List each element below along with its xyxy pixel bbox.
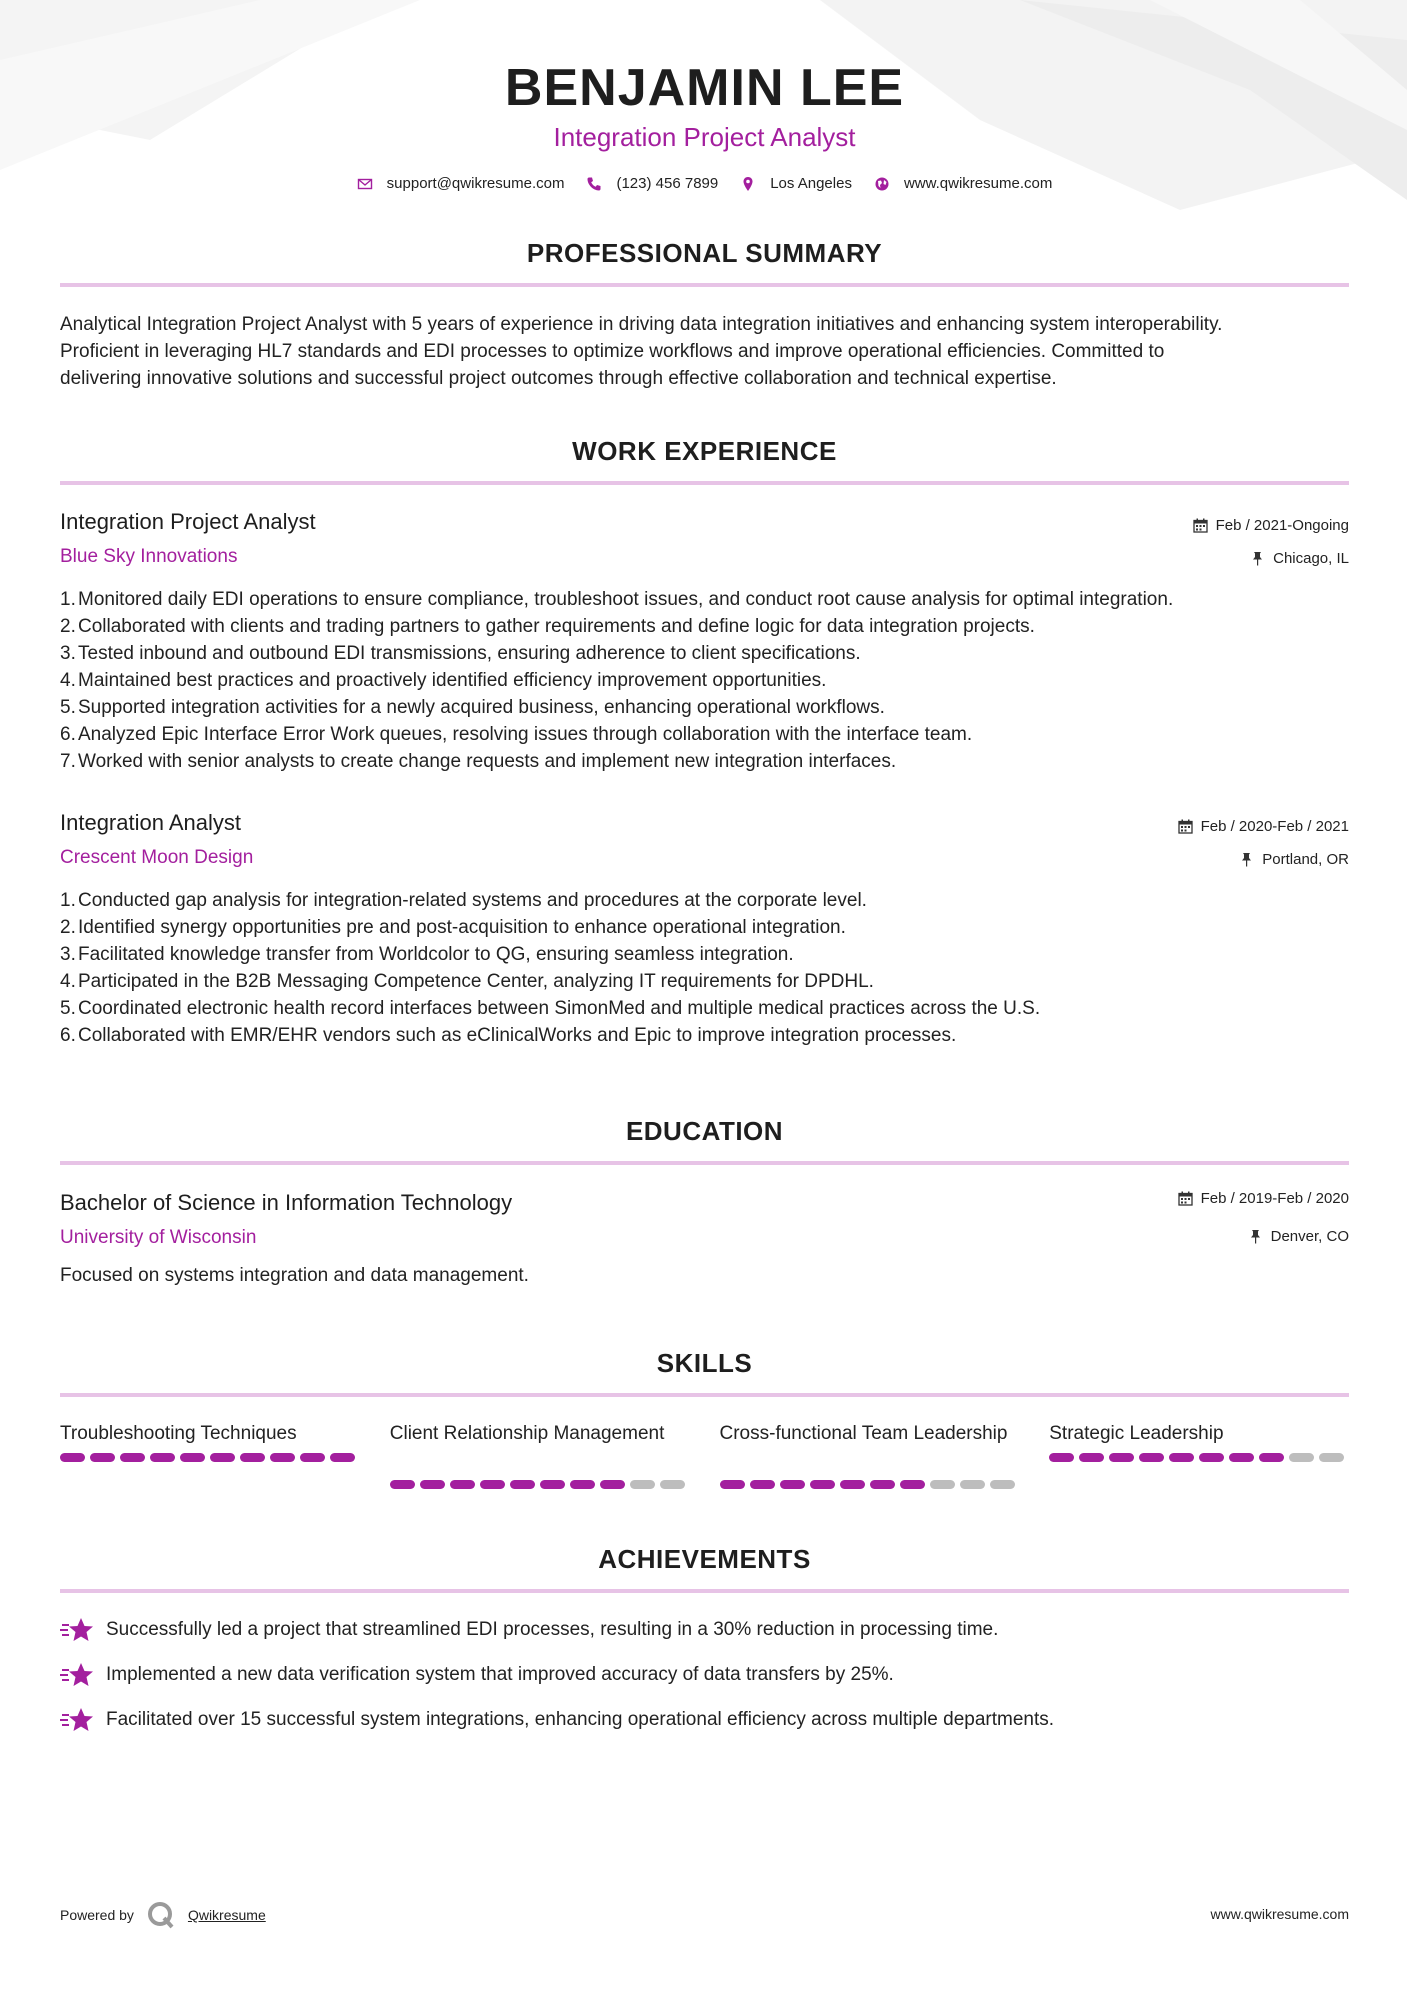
list-item: 7. Worked with senior analysts to create change requests and implement new integration interfaces. (60, 751, 897, 772)
job-title: Integration Project Analyst (60, 509, 316, 534)
achievement-text: Facilitated over 15 successful system integrations, enhancing operational efficiency across multiple departments. (106, 1709, 1055, 1730)
job-duties (60, 887, 1349, 1049)
qwikresume-logo-icon (146, 1900, 176, 1930)
education-dates-text: Feb / 2019-Feb / 2020 (1200, 1190, 1349, 1207)
list-item: 2. Collaborated with clients and trading partners to gather requirements and define logic for data integration projects. (60, 616, 1035, 637)
education-note: Focused on systems integration and data management. (60, 1265, 529, 1286)
achievements-divider (60, 1589, 1349, 1593)
skill-level-segment (240, 1453, 265, 1462)
skill-name: Troubleshooting Techniques (60, 1423, 297, 1444)
skill-level-segment (570, 1480, 595, 1489)
skill-level-segment (1109, 1453, 1134, 1462)
skill-level-segment (450, 1480, 475, 1489)
skill-level-segment (90, 1453, 115, 1462)
job-location-text: Portland, OR (1262, 851, 1349, 868)
job-title: Integration Analyst (60, 810, 242, 835)
skill-level-segment (1079, 1453, 1104, 1462)
job-location (1250, 550, 1349, 567)
location-text: Los Angeles (770, 175, 852, 192)
list-item: 1. Conducted gap analysis for integration-related systems and procedures at the corporate level. (60, 890, 867, 911)
skill-name: Cross-functional Team Leadership (719, 1423, 1008, 1444)
summary-line: Analytical Integration Project Analyst with 5 years of experience in driving data integration initiatives and enhancing system interoperability. (60, 314, 1223, 335)
achievement-item (60, 1616, 1349, 1644)
skill-item (720, 1420, 1020, 1489)
list-item: 4. Maintained best practices and proactively identified efficiency improvement opportunities. (60, 670, 827, 691)
skill-level-segment (840, 1480, 865, 1489)
skill-level-segment (900, 1480, 925, 1489)
job-location (1239, 851, 1349, 868)
skill-level-segment (270, 1453, 295, 1462)
footer-website[interactable]: www.qwikresume.com (1210, 1906, 1349, 1922)
skill-level-segment (210, 1453, 235, 1462)
skill-level-segment (930, 1480, 955, 1489)
map-pin-icon (740, 176, 756, 192)
experience-divider (60, 481, 1349, 485)
summary-divider (60, 283, 1349, 287)
skill-item (1049, 1420, 1349, 1489)
pushpin-icon (1250, 551, 1265, 566)
summary-line: delivering innovative solutions and successful project outcomes through effective collaboration and technical expertise. (60, 368, 1057, 389)
achievement-text: Successfully led a project that streamlined EDI processes, resulting in a 30% reduction in processing time. (106, 1619, 999, 1640)
skill-level-segment (330, 1453, 355, 1462)
footer-branding (60, 1900, 266, 1930)
list-item: 3. Facilitated knowledge transfer from Worldcolor to QG, ensuring seamless integration. (60, 944, 794, 965)
calendar-icon (1178, 819, 1193, 834)
skill-level-segment (180, 1453, 205, 1462)
pushpin-icon (1248, 1229, 1263, 1244)
list-item: 4. Participated in the B2B Messaging Competence Center, analyzing IT requirements for DPDHL. (60, 971, 874, 992)
skills-divider (60, 1393, 1349, 1397)
skill-level-segment (1259, 1453, 1284, 1462)
contact-website[interactable] (874, 175, 1052, 192)
skill-item (390, 1420, 690, 1489)
skill-level-segment (960, 1480, 985, 1489)
star-icon (60, 1706, 94, 1734)
skill-level-segment (630, 1480, 655, 1489)
skill-level-segment (1049, 1453, 1074, 1462)
skill-name: Strategic Leadership (1049, 1423, 1224, 1444)
achievements-heading: ACHIEVEMENTS (598, 1544, 811, 1574)
summary-line: Proficient in leveraging HL7 standards and EDI processes to optimize workflows and improve operational efficiencies. Committed to (60, 341, 1165, 362)
skill-level-segment (510, 1480, 535, 1489)
star-icon (60, 1616, 94, 1644)
list-item: 5. Supported integration activities for a newly acquired business, enhancing operational workflows. (60, 697, 885, 718)
list-item: 2. Identified synergy opportunities pre and post-acquisition to enhance operational integration. (60, 917, 846, 938)
list-item: 1. Monitored daily EDI operations to ensure compliance, troubleshoot issues, and conduct root cause analysis for optimal integration. (60, 589, 1174, 610)
skill-level-segment (780, 1480, 805, 1489)
degree-title: Bachelor of Science in Information Technology (60, 1190, 513, 1215)
achievement-text: Implemented a new data verification system that improved accuracy of data transfers by 25%. (106, 1664, 894, 1685)
skill-level-segment (420, 1480, 445, 1489)
job-dates (1193, 517, 1349, 534)
skill-level-segment (990, 1480, 1015, 1489)
skill-level-segment (390, 1480, 415, 1489)
skill-level-segment (1169, 1453, 1194, 1462)
resume-page (60, 0, 1349, 1990)
email-text: support@qwikresume.com (386, 175, 565, 192)
skill-level-bar (720, 1480, 1020, 1489)
skill-level-segment (480, 1480, 505, 1489)
website-text: www.qwikresume.com (903, 175, 1053, 192)
education-location-text: Denver, CO (1270, 1228, 1349, 1245)
experience-heading: WORK EXPERIENCE (572, 436, 837, 466)
skill-level-segment (120, 1453, 145, 1462)
globe-icon (874, 176, 890, 192)
skill-level-segment (300, 1453, 325, 1462)
job-dates-text: Feb / 2020-Feb / 2021 (1200, 818, 1349, 835)
phone-text: (123) 456 7899 (616, 175, 719, 192)
skill-level-segment (60, 1453, 85, 1462)
summary-heading: PROFESSIONAL SUMMARY (526, 238, 883, 268)
skill-level-segment (600, 1480, 625, 1489)
job-company: Crescent Moon Design (60, 847, 254, 868)
star-icon (60, 1661, 94, 1689)
contact-phone[interactable] (586, 175, 718, 192)
pushpin-icon (1239, 852, 1254, 867)
list-item: 3. Tested inbound and outbound EDI transmissions, ensuring adherence to client specifications. (60, 643, 861, 664)
envelope-icon (357, 176, 373, 192)
job-company: Blue Sky Innovations (60, 546, 238, 567)
skill-level-segment (870, 1480, 895, 1489)
calendar-icon (1193, 518, 1208, 533)
skill-item (60, 1420, 360, 1489)
skills-heading: SKILLS (656, 1348, 753, 1378)
calendar-icon (1178, 1191, 1193, 1206)
skill-name: Client Relationship Management (389, 1423, 665, 1444)
skill-level-segment (750, 1480, 775, 1489)
skill-level-bar (1049, 1453, 1349, 1462)
powered-by-label: Powered by (60, 1907, 134, 1923)
contact-bar (60, 175, 1349, 192)
education-divider (60, 1161, 1349, 1165)
skill-level-segment (540, 1480, 565, 1489)
school-name: University of Wisconsin (60, 1227, 257, 1248)
skill-level-segment (810, 1480, 835, 1489)
skill-level-segment (1199, 1453, 1224, 1462)
list-item: 6. Collaborated with EMR/EHR vendors such as eClinicalWorks and Epic to improve integration processes. (60, 1025, 957, 1046)
job-dates (1178, 818, 1349, 835)
job-location-text: Chicago, IL (1273, 550, 1349, 567)
education-heading: EDUCATION (625, 1116, 784, 1146)
phone-icon (586, 176, 602, 192)
list-item: 5. Coordinated electronic health record interfaces between SimonMed and multiple medical practices across the U.S. (60, 998, 1041, 1019)
skill-level-segment (720, 1480, 745, 1489)
skill-level-segment (150, 1453, 175, 1462)
job-dates-text: Feb / 2021-Ongoing (1215, 517, 1349, 534)
skills-list (60, 1420, 1349, 1489)
skill-level-segment (660, 1480, 685, 1489)
list-item: 6. Analyzed Epic Interface Error Work queues, resolving issues through collaboration with the interface team. (60, 724, 973, 745)
skill-level-segment (1229, 1453, 1254, 1462)
brand-link[interactable]: Qwikresume (187, 1907, 266, 1923)
achievement-item (60, 1706, 1349, 1734)
education-location (1248, 1228, 1349, 1245)
contact-email[interactable] (357, 175, 565, 192)
achievement-item (60, 1661, 1349, 1689)
contact-location (740, 175, 852, 192)
education-dates (1178, 1190, 1349, 1207)
candidate-role: Integration Project Analyst (553, 122, 856, 152)
job-duties (60, 586, 1349, 775)
skill-level-bar (60, 1453, 360, 1462)
skill-level-bar (390, 1480, 690, 1489)
skill-level-segment (1139, 1453, 1164, 1462)
skill-level-segment (1319, 1453, 1344, 1462)
summary-text (60, 311, 1349, 392)
candidate-name: BENJAMIN LEE (504, 59, 905, 117)
skill-level-segment (1289, 1453, 1314, 1462)
